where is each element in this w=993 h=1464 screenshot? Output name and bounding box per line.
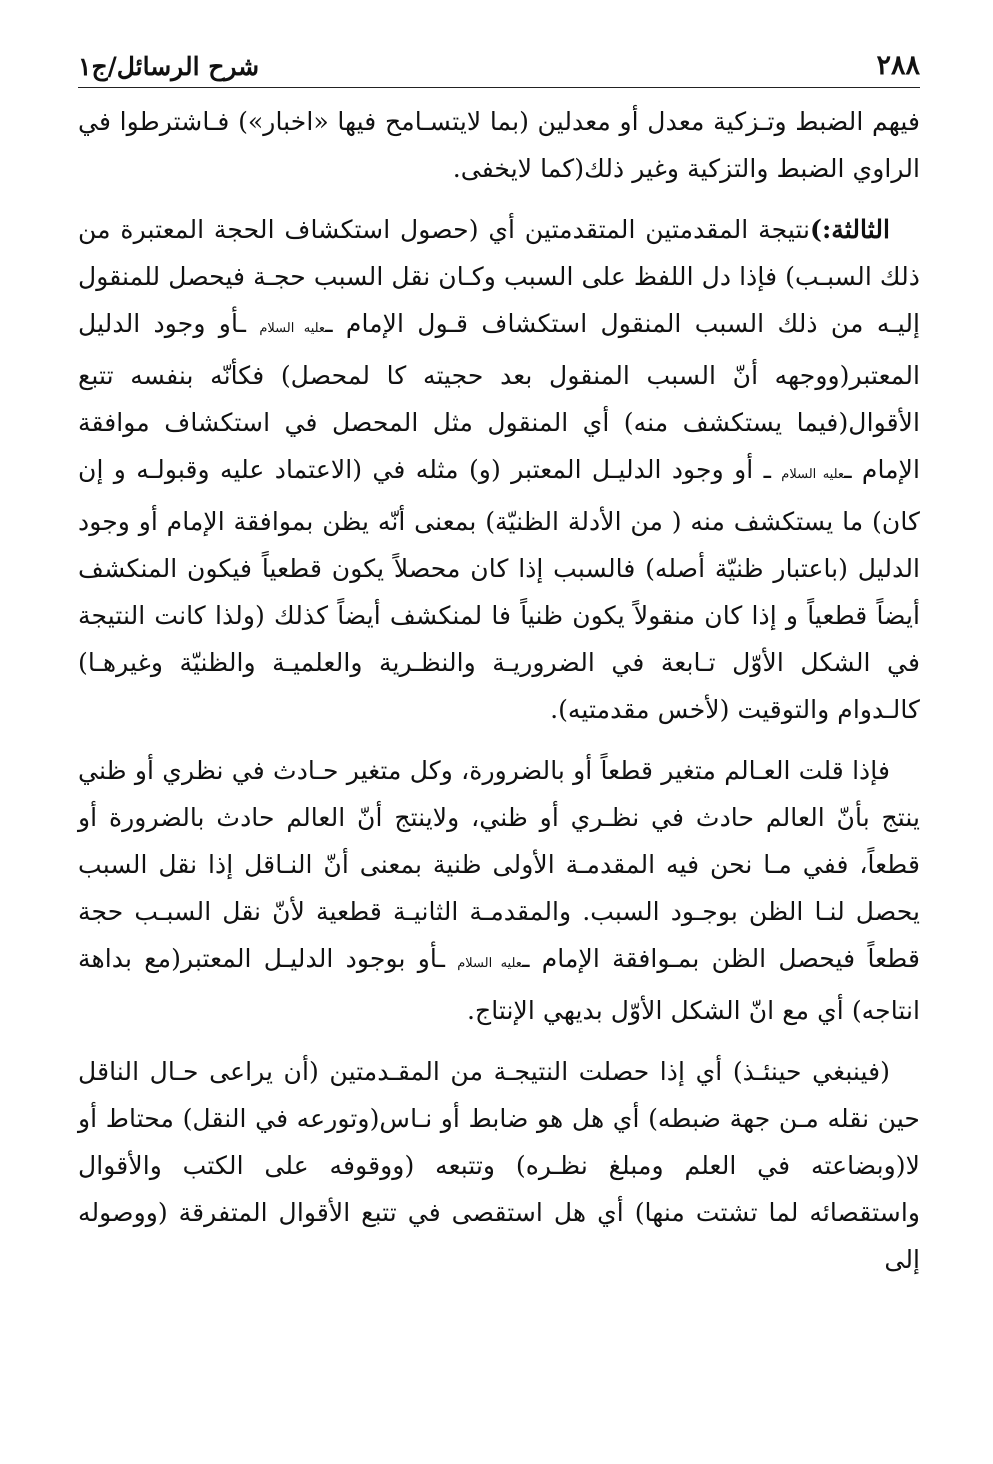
running-title: شرح الرسائل/ج١	[78, 52, 260, 81]
book-page	[78, 38, 920, 1438]
paragraph-2-text-1: نتيجة المقدمتين المتقدمتين أي (حصول استكشاف الحجة المعتبرة من ذلك السبـب) فإذا دل اللفظ على السبب وكـان نقل السبب حجـة فيحصل للمنقول إليـه من ذلك السبب المنقول استكشاف قـول الإمام ـ	[78, 215, 920, 338]
paragraph-2-text-3: ـ أو وجود الدليـل المعتبر (و) مثله في (الاعتماد عليه وقبولـه و إن كان) ما يستكشف منه ( من الأدلة الظنيّة) بمعنى أنّه يظن بموافقة الإمام أو وجود الدليل (باعتبار ظنيّة أصله) فالسبب إذا كان محصلاً يكون قطعياً فيكون المنكشف أيضاً قطعياً و إذا كان منقولاً يكون ظنياً فا لمنكشف أيضاً كذلك (ولذا كانت النتيجة في الشكل الأوّل تـابعة في الضروريـة والنظـرية والعلميـة والظنيّة وغيرهـا) كالـدوام والتوقيت (لأخس مقدمتيه).	[78, 455, 920, 724]
paragraph-2-lead: الثالثة:)	[810, 214, 890, 244]
paragraph-3-text-2: ـأو بوجود الدليـل المعتبر(مع بداهة انتاجه) أي مع انّ الشكل الأوّل بديهي الإنتاج.	[78, 944, 920, 1025]
paragraph-2-text-2: ـأو وجود الدليل المعتبر(ووجهه أنّ السبب المنقول بعد حجيته كا لمحصل) فكأنّه بنفسه تتبع الأقوال(فيما يستكشف منه) أي المنقول مثل المحصل في استكشاف موافقة الإمام ـ	[78, 309, 921, 484]
paragraph-2	[78, 206, 920, 733]
blessing-phrase: عليه السلام	[457, 956, 523, 971]
blessing-phrase: عليه السلام	[781, 467, 845, 482]
body-text	[78, 98, 920, 1283]
paragraph-3-text-1: فإذا قلت العـالم متغير قطعاً أو بالضرورة، وكل متغير حـادث في نظري أو ظني ينتج بأنّ العالم حادث في نظـري أو ظني، ولاينتج أنّ العالم حادث بالضرورة أو قطعاً، ففي مـا نحن فيه المقدمـة الأولى ظنية بمعنى أنّ النـاقل إذا نقل السبب يحصل لنـا الظن بوجـود السبب. والمقدمـة الثانيـة قطعية لأنّ نقل السبـب حجة قطعاً فيحصل الظن بمـوافقة الإمام ـ	[78, 756, 920, 973]
blessing-phrase: عليه السلام	[259, 321, 326, 336]
paragraph-1-text: فيهم الضبط وتـزكية معدل أو معدلين (بما لايتسـامح فيها «اخبار») فـاشترطوا في الراوي الضبط والتزكية وغير ذلك(كما لايخفى.	[78, 107, 920, 183]
paragraph-4	[78, 1048, 920, 1283]
page-header	[78, 38, 920, 88]
paragraph-1	[78, 98, 920, 192]
page-number: ٢٨٨	[876, 50, 920, 81]
paragraph-3	[78, 747, 920, 1034]
paragraph-4-text: (فينبغي حينئـذ) أي إذا حصلت النتيجـة من المقـدمتين (أن يراعى حـال الناقل حين نقله مـن جهة ضبطه) أي هل هو ضابط أو نـاس(وتورعه في النقل) محتاط أو لا(وبضاعته في العلم ومبلغ نظـره) وتتبعه (ووقوفه على الكتب والأقوال واستقصائه لما تشتت منها) أي هل استقصى في تتبع الأقوال المتفرقة (ووصوله إلى	[78, 1057, 920, 1274]
